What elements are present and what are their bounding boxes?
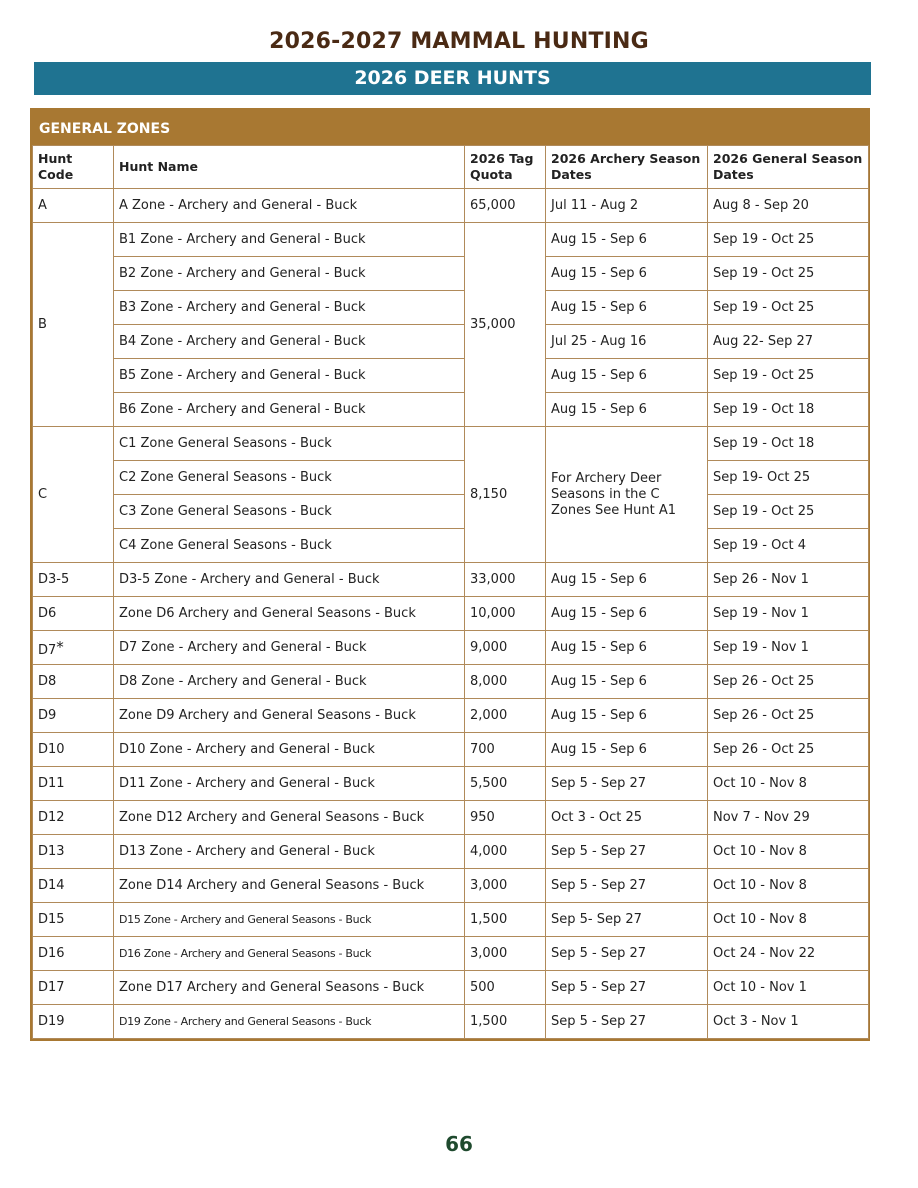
hunt-name: C4 Zone General Seasons - Buck [114, 529, 465, 563]
hunt-name: Zone D17 Archery and General Seasons - Buck [114, 971, 465, 1005]
hunt-code [33, 631, 114, 665]
tag-quota: 950 [465, 801, 546, 835]
hunt-code: D13 [33, 835, 114, 869]
hunt-code: C [33, 427, 114, 563]
tag-quota: 65,000 [465, 189, 546, 223]
hunt-name: B1 Zone - Archery and General - Buck [114, 223, 465, 257]
general-dates: Sep 19 - Oct 18 [708, 427, 869, 461]
table-row [33, 325, 869, 359]
tag-quota: 700 [465, 733, 546, 767]
general-dates: Oct 24 - Nov 22 [708, 937, 869, 971]
hunt-name: A Zone - Archery and General - Buck [114, 189, 465, 223]
table-row [33, 971, 869, 1005]
hunt-code: D6 [33, 597, 114, 631]
hunt-code: D11 [33, 767, 114, 801]
hunt-name: C2 Zone General Seasons - Buck [114, 461, 465, 495]
hunt-name: D13 Zone - Archery and General - Buck [114, 835, 465, 869]
hunt-name: D15 Zone - Archery and General Seasons - Buck [114, 903, 465, 937]
archery-dates: Aug 15 - Sep 6 [546, 699, 708, 733]
table-row [33, 903, 869, 937]
tag-quota: 1,500 [465, 1005, 546, 1039]
hunt-code: D19 [33, 1005, 114, 1039]
footnote-asterisk: * [56, 637, 64, 656]
archery-dates: Aug 15 - Sep 6 [546, 665, 708, 699]
hunt-code: A [33, 189, 114, 223]
hunt-name: Zone D12 Archery and General Seasons - Buck [114, 801, 465, 835]
hunt-name: B5 Zone - Archery and General - Buck [114, 359, 465, 393]
table-header-row [33, 146, 869, 189]
general-dates: Sep 19 - Oct 25 [708, 359, 869, 393]
table-row [33, 1005, 869, 1039]
hunt-name: B6 Zone - Archery and General - Buck [114, 393, 465, 427]
archery-dates: Oct 3 - Oct 25 [546, 801, 708, 835]
table-row [33, 223, 869, 257]
table-row [33, 733, 869, 767]
hunt-code: D9 [33, 699, 114, 733]
archery-dates: Sep 5 - Sep 27 [546, 937, 708, 971]
tag-quota: 35,000 [465, 223, 546, 427]
hunt-name: D16 Zone - Archery and General Seasons - Buck [114, 937, 465, 971]
hunt-name: Zone D14 Archery and General Seasons - Buck [114, 869, 465, 903]
archery-dates: Jul 25 - Aug 16 [546, 325, 708, 359]
table-row [33, 937, 869, 971]
tag-quota: 500 [465, 971, 546, 1005]
col-header-tag-quota: 2026 Tag Quota [465, 146, 546, 189]
tag-quota: 3,000 [465, 869, 546, 903]
hunt-name: Zone D9 Archery and General Seasons - Buck [114, 699, 465, 733]
hunt-code: D10 [33, 733, 114, 767]
hunt-name: D10 Zone - Archery and General - Buck [114, 733, 465, 767]
table-row [33, 393, 869, 427]
table-row [33, 665, 869, 699]
archery-dates: Jul 11 - Aug 2 [546, 189, 708, 223]
hunts-table [32, 145, 869, 1039]
table-row [33, 699, 869, 733]
hunt-name: D19 Zone - Archery and General Seasons - Buck [114, 1005, 465, 1039]
hunt-code: D14 [33, 869, 114, 903]
table-row [33, 189, 869, 223]
archery-dates: Aug 15 - Sep 6 [546, 359, 708, 393]
archery-dates: Sep 5 - Sep 27 [546, 971, 708, 1005]
table-row [33, 869, 869, 903]
general-dates: Oct 10 - Nov 1 [708, 971, 869, 1005]
table-row [33, 291, 869, 325]
table-row [33, 257, 869, 291]
tag-quota: 4,000 [465, 835, 546, 869]
tag-quota: 1,500 [465, 903, 546, 937]
general-dates: Sep 19 - Oct 4 [708, 529, 869, 563]
general-dates: Sep 19 - Oct 18 [708, 393, 869, 427]
archery-dates: Aug 15 - Sep 6 [546, 733, 708, 767]
general-dates: Sep 26 - Oct 25 [708, 665, 869, 699]
general-dates: Sep 19 - Oct 25 [708, 291, 869, 325]
archery-dates: Sep 5 - Sep 27 [546, 767, 708, 801]
hunt-name: C1 Zone General Seasons - Buck [114, 427, 465, 461]
tag-quota: 5,500 [465, 767, 546, 801]
archery-dates: Aug 15 - Sep 6 [546, 223, 708, 257]
general-dates: Sep 26 - Oct 25 [708, 699, 869, 733]
hunt-code: D16 [33, 937, 114, 971]
hunt-code: D17 [33, 971, 114, 1005]
table-row [33, 563, 869, 597]
archery-dates: Aug 15 - Sep 6 [546, 257, 708, 291]
hunt-name: B3 Zone - Archery and General - Buck [114, 291, 465, 325]
tag-quota: 9,000 [465, 631, 546, 665]
general-dates: Sep 19 - Nov 1 [708, 631, 869, 665]
col-header-archery-dates: 2026 Archery Season Dates [546, 146, 708, 189]
archery-dates: Sep 5- Sep 27 [546, 903, 708, 937]
general-dates: Sep 19 - Oct 25 [708, 257, 869, 291]
col-header-hunt-code: Hunt Code [33, 146, 114, 189]
general-dates: Oct 3 - Nov 1 [708, 1005, 869, 1039]
table-row [33, 801, 869, 835]
tag-quota: 33,000 [465, 563, 546, 597]
table-row [33, 631, 869, 665]
deer-hunts-table-panel [30, 108, 870, 1041]
general-dates: Oct 10 - Nov 8 [708, 767, 869, 801]
archery-dates: Aug 15 - Sep 6 [546, 631, 708, 665]
general-dates: Sep 19 - Nov 1 [708, 597, 869, 631]
table-row [33, 495, 869, 529]
hunt-code: D8 [33, 665, 114, 699]
general-dates: Sep 19 - Oct 25 [708, 223, 869, 257]
hunt-name: B2 Zone - Archery and General - Buck [114, 257, 465, 291]
section-header: GENERAL ZONES [32, 110, 868, 145]
archery-dates: Aug 15 - Sep 6 [546, 597, 708, 631]
hunt-name: D7 Zone - Archery and General - Buck [114, 631, 465, 665]
section-banner: 2026 DEER HUNTS [34, 62, 871, 95]
table-row [33, 529, 869, 563]
tag-quota: 10,000 [465, 597, 546, 631]
table-row [33, 427, 869, 461]
hunt-name: Zone D6 Archery and General Seasons - Buck [114, 597, 465, 631]
col-header-hunt-name: Hunt Name [114, 146, 465, 189]
page-title: 2026-2027 MAMMAL HUNTING [269, 29, 649, 54]
general-dates: Nov 7 - Nov 29 [708, 801, 869, 835]
archery-dates: Aug 15 - Sep 6 [546, 563, 708, 597]
general-dates: Sep 26 - Nov 1 [708, 563, 869, 597]
general-dates: Aug 22- Sep 27 [708, 325, 869, 359]
tag-quota: 8,000 [465, 665, 546, 699]
table-row [33, 767, 869, 801]
table-row [33, 835, 869, 869]
archery-dates: Aug 15 - Sep 6 [546, 291, 708, 325]
tag-quota: 2,000 [465, 699, 546, 733]
archery-dates: Sep 5 - Sep 27 [546, 869, 708, 903]
tag-quota: 3,000 [465, 937, 546, 971]
hunt-name: C3 Zone General Seasons - Buck [114, 495, 465, 529]
hunt-code: D12 [33, 801, 114, 835]
general-dates: Oct 10 - Nov 8 [708, 835, 869, 869]
archery-dates: Aug 15 - Sep 6 [546, 393, 708, 427]
general-dates: Sep 19 - Oct 25 [708, 495, 869, 529]
archery-dates-note: For Archery Deer Seasons in the C Zones See Hunt A1 [546, 427, 708, 563]
hunt-code: B [33, 223, 114, 427]
general-dates: Oct 10 - Nov 8 [708, 903, 869, 937]
hunt-name: D11 Zone - Archery and General - Buck [114, 767, 465, 801]
page-number: 66 [445, 1132, 473, 1156]
hunt-name: D3-5 Zone - Archery and General - Buck [114, 563, 465, 597]
table-row [33, 359, 869, 393]
hunt-name: B4 Zone - Archery and General - Buck [114, 325, 465, 359]
general-dates: Oct 10 - Nov 8 [708, 869, 869, 903]
hunt-code: D15 [33, 903, 114, 937]
tag-quota: 8,150 [465, 427, 546, 563]
archery-dates: Sep 5 - Sep 27 [546, 1005, 708, 1039]
table-row [33, 461, 869, 495]
general-dates: Sep 26 - Oct 25 [708, 733, 869, 767]
hunt-code-text: D7 [38, 642, 57, 658]
general-dates: Sep 19- Oct 25 [708, 461, 869, 495]
general-dates: Aug 8 - Sep 20 [708, 189, 869, 223]
col-header-general-dates: 2026 General Season Dates [708, 146, 869, 189]
table-row [33, 597, 869, 631]
archery-dates: Sep 5 - Sep 27 [546, 835, 708, 869]
hunt-name: D8 Zone - Archery and General - Buck [114, 665, 465, 699]
hunt-code: D3-5 [33, 563, 114, 597]
